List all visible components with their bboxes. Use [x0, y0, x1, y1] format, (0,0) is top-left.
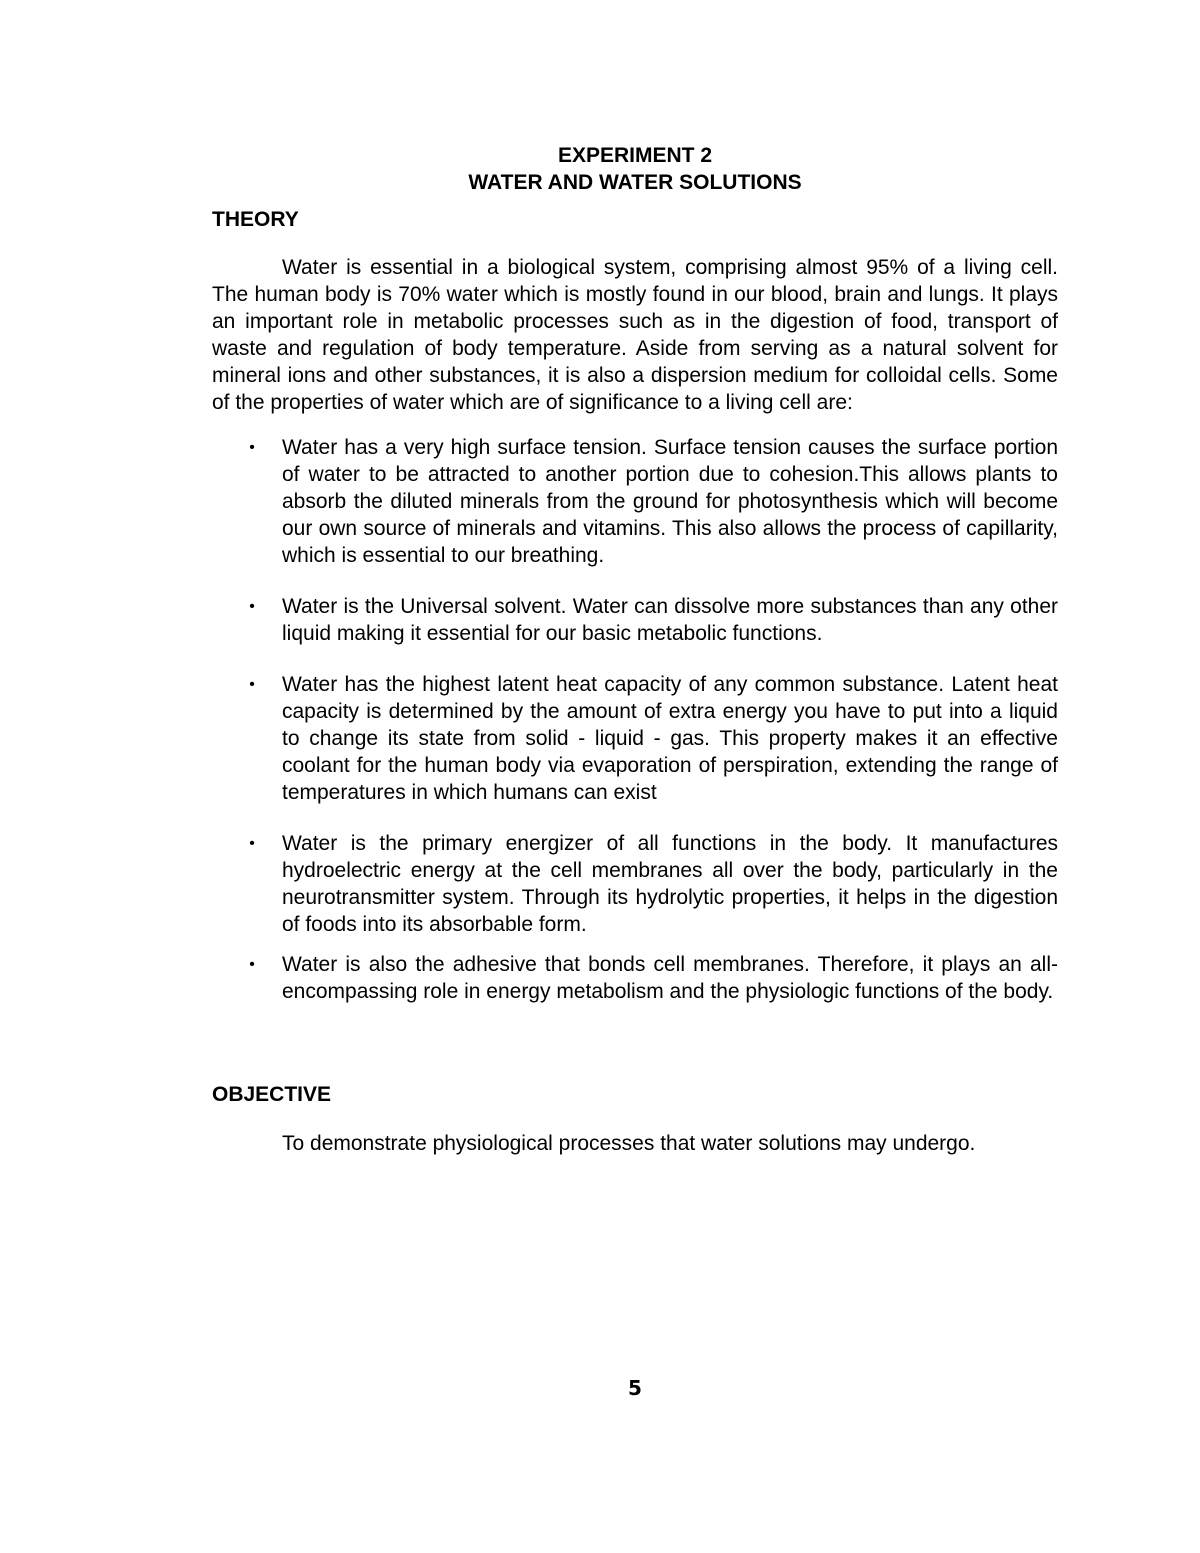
list-item-text: Water is also the adhesive that bonds cell membranes. Therefore, it plays an all-encompassing role in energy metabolism and the physiologic functions of the body. [282, 953, 1058, 1003]
list-item [212, 434, 1058, 569]
list-item-text: Water has a very high surface tension. Surface tension causes the surface portion of water to be attracted to another portion due to cohesion.This allows plants to absorb the diluted minerals from the ground for photosynthesis which will become our own source of minerals and vitamins. This also allows the process of capillarity, which is essential to our breathing. [282, 436, 1058, 567]
objective-heading: OBJECTIVE [212, 1083, 332, 1106]
bullet-icon: • [249, 598, 255, 615]
bullet-icon: • [249, 439, 255, 456]
list-item-text: Water is the Universal solvent. Water can dissolve more substances than any other liquid making it essential for our basic metabolic functions. [282, 595, 1058, 645]
theory-paragraph: Water is essential in a biological system, comprising almost 95% of a living cell. The human body is 70% water which is mostly found in our blood, brain and lungs. It plays an important role in metabolic processes such as in the digestion of food, transport of waste and regulation of body temperature. Aside from serving as a natural solvent for mineral ions and other substances, it is also a dispersion medium for colloidal cells. Some of the properties of water which are of significance to a living cell are: [212, 256, 1058, 414]
list-item-text: Water has the highest latent heat capacity of any common substance. Latent heat capacity is determined by the amount of extra energy you have to put into a liquid to change its state from solid - liquid - gas. This property makes it an effective coolant for the human body via evaporation of perspiration, extending the range of temperatures in which humans can exist [282, 673, 1058, 804]
list-item [212, 593, 1058, 647]
bullet-icon: • [249, 676, 255, 693]
water-properties-list [212, 434, 1058, 1005]
document-page [212, 142, 1058, 1157]
list-item [212, 951, 1058, 1005]
bullet-icon: • [249, 835, 255, 852]
bullet-icon: • [249, 956, 255, 973]
list-item [212, 830, 1058, 938]
objective-paragraph: To demonstrate physiological processes that water solutions may undergo. [282, 1132, 976, 1155]
experiment-number: EXPERIMENT 2 [557, 144, 713, 167]
experiment-title: WATER AND WATER SOLUTIONS [468, 171, 802, 194]
list-item-text: Water is the primary energizer of all functions in the body. It manufactures hydroelectric energy at the cell membranes all over the body, particularly in the neurotransmitter system. Through its hydrolytic properties, it helps in the digestion of foods into its absorbable form. [282, 832, 1058, 936]
page-number: 5 [628, 1376, 642, 1400]
list-item [212, 671, 1058, 806]
theory-heading: THEORY [212, 208, 299, 231]
